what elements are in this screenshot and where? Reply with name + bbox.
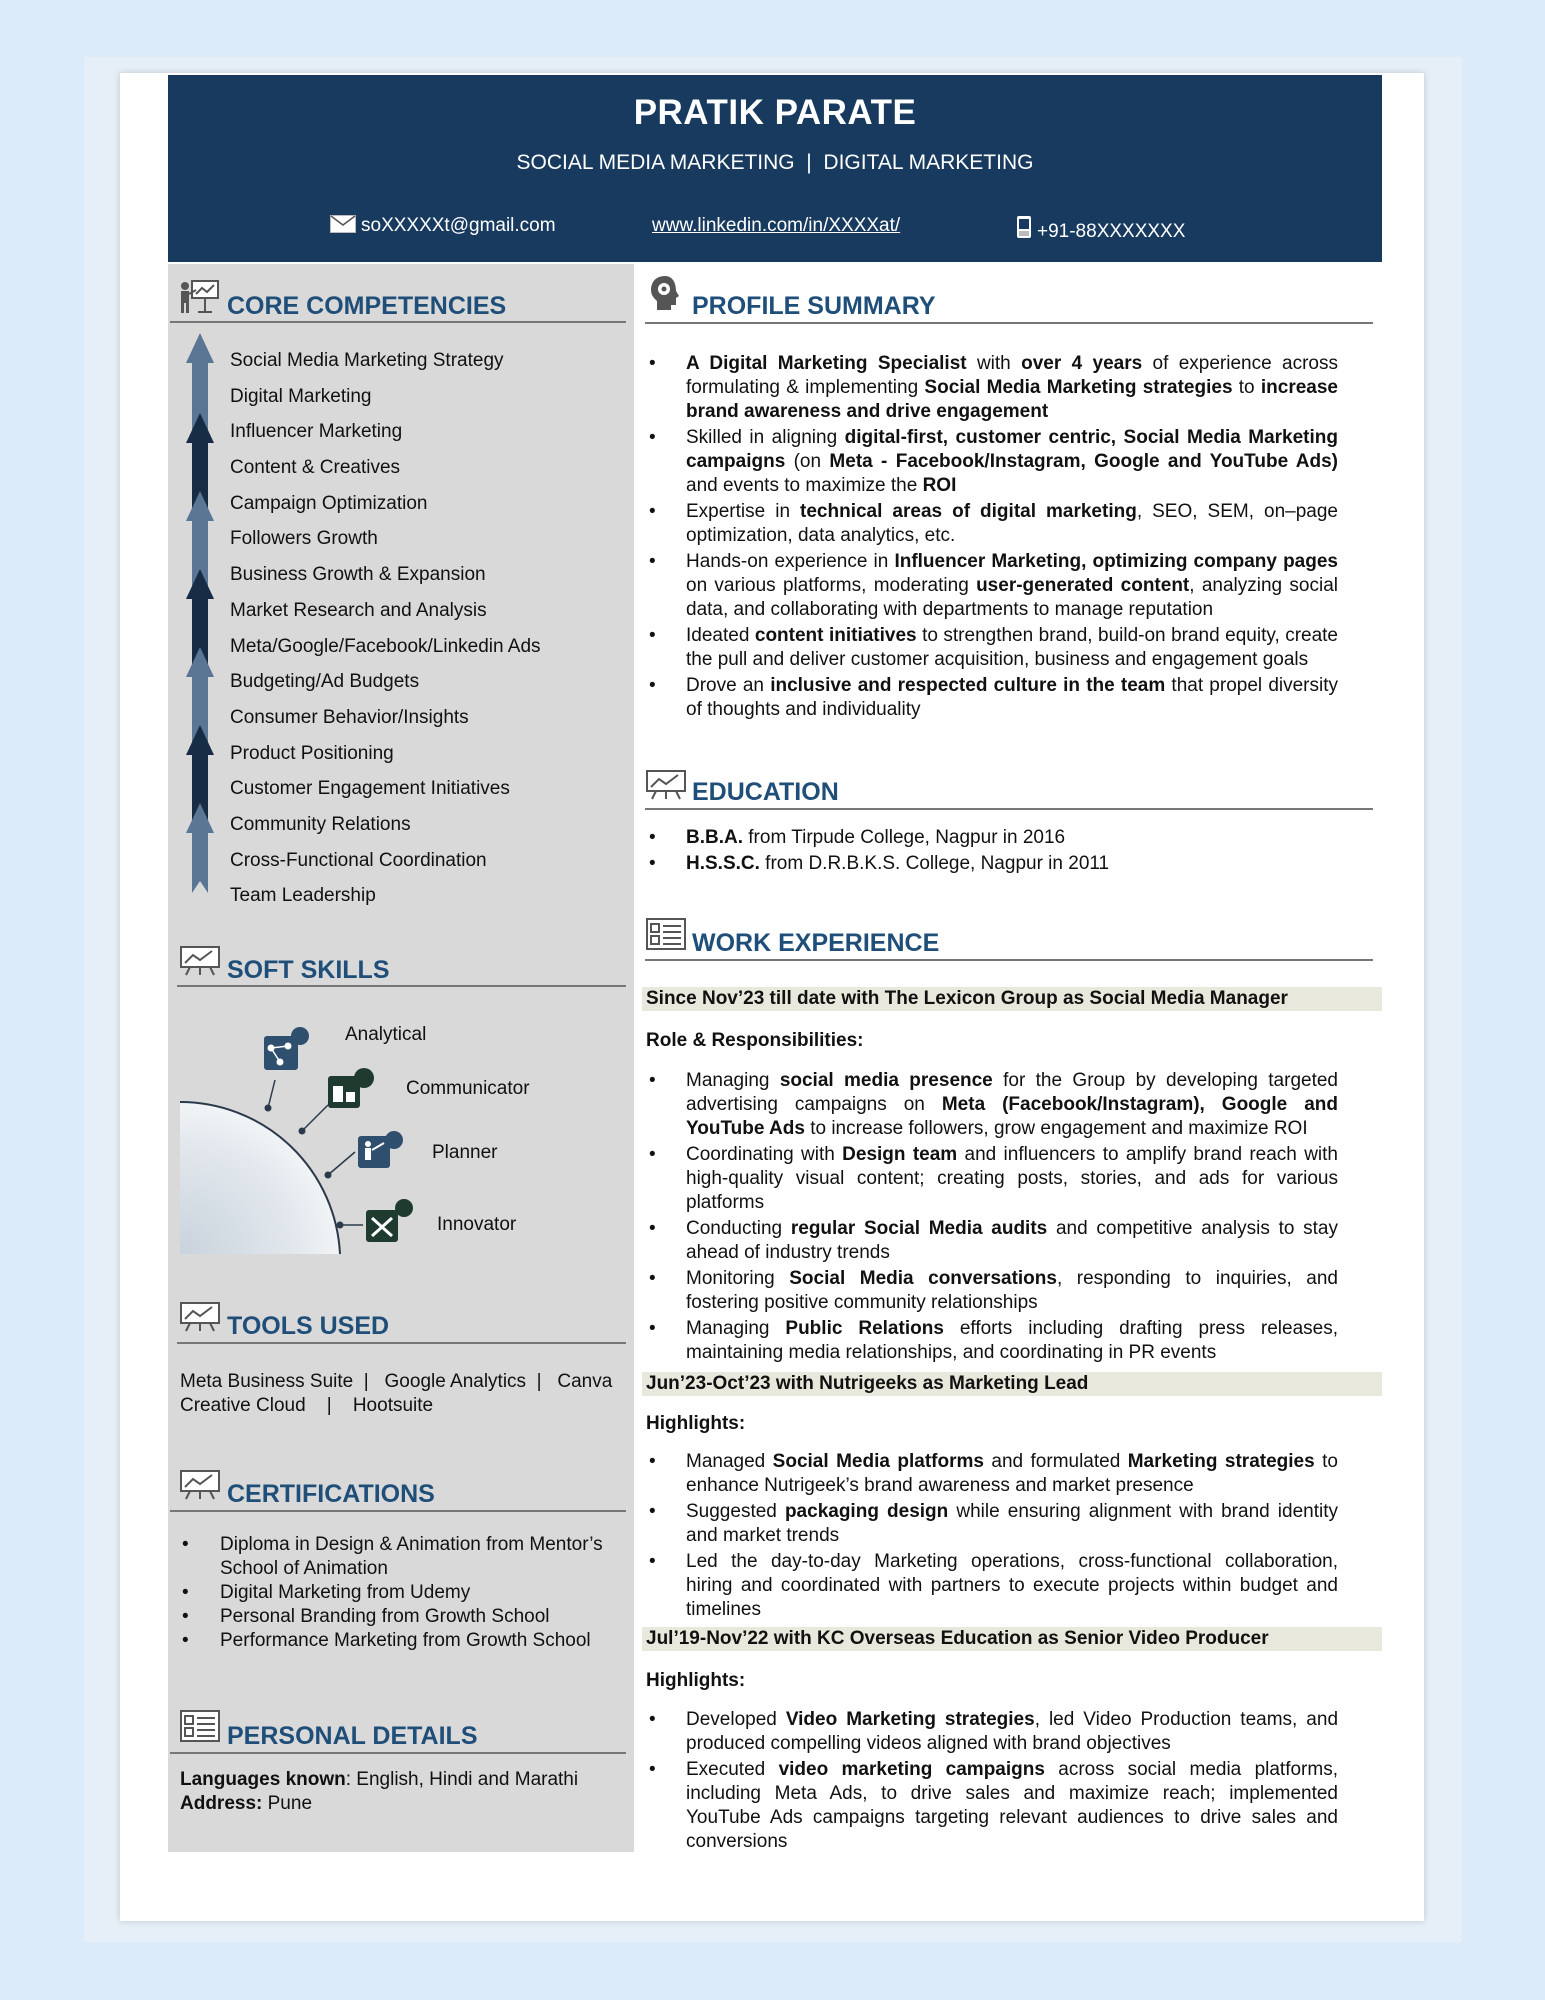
bold-text: video marketing campaigns	[778, 1759, 1045, 1780]
job-bullet	[646, 1708, 1338, 1756]
certifications-list	[180, 1533, 630, 1653]
linkedin-link[interactable]: www.linkedin.com/in/XXXXat/	[652, 215, 901, 236]
text: across social media platforms, including Meta Ads, to drive sales and maximize reach; implemented YouTube Ads campaigns targeting relevant audiences to drive sales and conversions	[686, 1759, 1338, 1852]
profile-summary-list	[646, 352, 1338, 724]
email-contact[interactable]	[330, 215, 556, 237]
tools-heading: TOOLS USED	[227, 1312, 390, 1340]
languages-value: : English, Hindi and Marathi	[345, 1769, 579, 1790]
text: for the Group by developing targeted advertising campaigns on	[686, 1070, 1338, 1115]
phone-icon	[1016, 215, 1032, 239]
job-bullet	[646, 1450, 1338, 1498]
text: Managing	[686, 1070, 780, 1091]
section-divider	[645, 808, 1373, 810]
job-bullets	[646, 1708, 1338, 1856]
job-bullet	[646, 1217, 1338, 1265]
chart-board-icon	[180, 1470, 220, 1500]
bold-text: Video Marketing strategies	[785, 1709, 1035, 1730]
email-text: soXXXXXt@gmail.com	[361, 215, 556, 236]
profile-bullet	[646, 352, 1338, 424]
bold-text: social media presence	[779, 1070, 993, 1091]
text: to strengthen brand, build-on brand equity, create the pull and deliver customer acquisition, business and engagement goals	[686, 625, 1339, 670]
bold-text: inclusive and respected culture in the team	[770, 675, 1166, 696]
section-divider	[170, 1510, 626, 1512]
bold-text: B.B.A.	[686, 827, 743, 848]
text: of experience across formulating & implementing	[686, 353, 1338, 398]
certification-item: • Diploma in Design & Animation from Mentor’s School of Animation	[180, 1533, 630, 1581]
certification-item: • Digital Marketing from Udemy	[180, 1581, 630, 1605]
bold-text: A Digital Marketing Specialist	[686, 353, 967, 374]
competency-item: Influencer Marketing	[230, 421, 403, 443]
education-heading: EDUCATION	[692, 778, 839, 806]
address-value: Pune	[262, 1793, 313, 1814]
work-experience-heading: WORK EXPERIENCE	[692, 929, 940, 957]
chart-board-icon	[646, 770, 686, 800]
section-divider	[177, 1342, 626, 1344]
text: Hands-on experience in	[686, 551, 895, 572]
growth-arrows-graphic	[184, 333, 216, 905]
personal-details-heading: PERSONAL DETAILS	[227, 1722, 478, 1750]
text: that propel diversity of thoughts and individuality	[686, 675, 1338, 720]
personal-details	[180, 1768, 630, 1816]
text: from D.R.B.K.S. College, Nagpur in 2011	[759, 853, 1110, 874]
certification-item: • Personal Branding from Growth School	[180, 1605, 630, 1629]
text: and competitive analysis to stay ahead of industry trends	[686, 1218, 1338, 1263]
text: Managed	[686, 1451, 773, 1472]
bold-text: Influencer Marketing, optimizing company pages	[894, 551, 1338, 572]
profile-bullet	[646, 674, 1338, 722]
profile-bullet	[646, 550, 1338, 622]
text: from Tirpude College, Nagpur in 2016	[743, 827, 1066, 848]
bold-text: user-generated content	[976, 575, 1190, 596]
presenter-icon	[178, 278, 220, 314]
communicator-icon	[328, 1068, 374, 1108]
certifications-heading: CERTIFICATIONS	[227, 1480, 435, 1508]
bold-text: Meta - Facebook/Instagram, Google and YouTube Ads)	[829, 451, 1338, 472]
job-bullet	[646, 1267, 1338, 1315]
soft-skill-label: Analytical	[345, 1024, 427, 1045]
text: and formulated	[983, 1451, 1128, 1472]
text: to	[1232, 377, 1261, 398]
competency-item: Community Relations	[230, 813, 411, 835]
education-list	[646, 826, 1338, 878]
job-subheading: Highlights:	[646, 1413, 746, 1434]
competency-item: Content & Creatives	[230, 457, 401, 479]
text: Managing	[686, 1318, 786, 1339]
text: , responding to inquiries, and fostering positive community relationships	[686, 1268, 1338, 1313]
bold-text: increase brand awareness and drive engagement	[686, 377, 1338, 422]
text: , analyzing social data, and collaborating with departments to manage reputation	[686, 575, 1339, 620]
innovator-icon	[366, 1199, 413, 1242]
planner-icon	[358, 1131, 403, 1168]
job-bullets	[646, 1450, 1338, 1624]
profile-summary-heading: PROFILE SUMMARY	[692, 292, 936, 320]
bold-text: technical areas of digital marketing	[800, 501, 1137, 522]
text: Conducting	[686, 1218, 791, 1239]
tools-list	[180, 1370, 625, 1418]
education-item	[646, 826, 1338, 850]
job-subheading: Role & Responsibilities:	[646, 1030, 864, 1051]
competency-item: Business Growth & Expansion	[230, 564, 486, 586]
tools-line: Meta Business Suite | Google Analytics | Canva	[180, 1371, 613, 1392]
competency-item: Customer Engagement Initiatives	[230, 778, 510, 800]
job-bullet	[646, 1500, 1338, 1548]
text: Executed	[686, 1759, 779, 1780]
head-gear-icon	[649, 274, 681, 314]
job-bullet	[646, 1317, 1338, 1365]
certification-item: • Performance Marketing from Growth School	[180, 1629, 630, 1653]
soft-skills-heading: SOFT SKILLS	[227, 956, 390, 984]
envelope-icon	[330, 215, 356, 233]
text: Led the day-to-day Marketing operations, cross-functional collaboration, hiring and coordinated with partners to execute projects within budget and timelines	[686, 1551, 1338, 1620]
competency-item: Product Positioning	[230, 742, 394, 764]
job-bullet	[646, 1069, 1338, 1141]
soft-skill-label: Communicator	[406, 1078, 530, 1099]
job-bullets	[646, 1069, 1338, 1367]
section-divider	[170, 321, 626, 323]
section-divider	[177, 985, 626, 987]
text: and events to maximize the	[686, 475, 923, 496]
profile-bullet	[646, 426, 1338, 498]
job-bullet	[646, 1143, 1338, 1215]
job-title-bar: Since Nov’23 till date with The Lexicon Group as Social Media Manager	[642, 987, 1382, 1011]
section-divider	[645, 959, 1373, 961]
chart-board-icon	[180, 946, 220, 976]
bold-text: Social Media platforms	[772, 1451, 984, 1472]
text: Ideated	[686, 625, 755, 646]
text: Coordinating with	[686, 1144, 843, 1165]
text: Drove an	[686, 675, 771, 696]
phone-text: +91-88XXXXXXX	[1037, 221, 1186, 242]
text: Skilled in aligning	[686, 427, 845, 448]
soft-skill-label: Planner	[432, 1142, 498, 1163]
tools-line: Creative Cloud | Hootsuite	[180, 1395, 434, 1416]
competency-item: Social Media Marketing Strategy	[230, 350, 504, 371]
text: while ensuring alignment with brand identity and market trends	[686, 1501, 1338, 1546]
id-card-icon	[180, 1710, 220, 1742]
competency-item: Digital Marketing	[230, 385, 372, 407]
bold-text: Public Relations	[785, 1318, 944, 1339]
candidate-name: PRATIK PARATE	[633, 93, 917, 132]
bold-text: regular Social Media audits	[790, 1218, 1048, 1239]
text: to enhance Nutrigeek’s brand awareness and market presence	[686, 1451, 1338, 1496]
bold-text: Meta (Facebook/Instagram), Google and YouTube Ads	[686, 1094, 1338, 1139]
bold-text: digital-first, customer centric, Social Media Marketing campaigns	[686, 427, 1338, 472]
resume-header	[168, 75, 1382, 262]
competency-item: Campaign Optimization	[230, 492, 428, 514]
bold-text: Social Media Marketing strategies	[924, 377, 1233, 398]
text: and influencers to amplify brand reach with high-quality visual content; creating posts, stories, and ads for various platforms	[686, 1144, 1338, 1213]
chart-board-icon	[180, 1302, 220, 1332]
section-divider	[645, 322, 1373, 324]
education-item	[646, 852, 1338, 876]
core-competencies-heading: CORE COMPETENCIES	[227, 292, 507, 320]
bold-text: H.S.S.C.	[686, 853, 760, 874]
competency-item: Budgeting/Ad Budgets	[230, 671, 420, 693]
phone-contact	[1016, 215, 1185, 243]
text: on various platforms, moderating	[686, 575, 977, 596]
text: to increase followers, grow engagement and maximize ROI	[804, 1118, 1308, 1139]
competency-item: Market Research and Analysis	[230, 599, 487, 621]
section-divider	[170, 1752, 626, 1754]
bold-text: Social Media conversations	[789, 1268, 1057, 1289]
bold-text: content initiatives	[754, 625, 917, 646]
text: Developed	[686, 1709, 786, 1730]
address-label: Address:	[180, 1793, 263, 1814]
text: efforts including drafting press releases, maintaining media relationships, and coordinating in PR events	[686, 1318, 1339, 1363]
soft-skill-label: Innovator	[437, 1214, 517, 1235]
competencies-list	[230, 343, 541, 914]
competency-item: Consumer Behavior/Insights	[230, 706, 469, 728]
job-bullet	[646, 1550, 1338, 1622]
competency-item: Meta/Google/Facebook/Linkedin Ads	[230, 635, 541, 657]
bold-text: Marketing strategies	[1127, 1451, 1315, 1472]
profile-bullet	[646, 624, 1338, 672]
bold-text: packaging design	[784, 1501, 949, 1522]
job-subheading: Highlights:	[646, 1670, 746, 1691]
languages-label: Languages known	[180, 1769, 346, 1790]
text: with	[966, 353, 1022, 374]
text: , led Video Production teams, and produced compelling videos aligned with brand objectives	[686, 1709, 1339, 1754]
text: , SEO, SEM, on–page optimization, data analytics, etc.	[686, 501, 1338, 546]
bold-text: Design team	[842, 1144, 958, 1165]
competency-item: Followers Growth	[230, 528, 378, 550]
text: Suggested	[686, 1501, 785, 1522]
profile-bullet	[646, 500, 1338, 548]
id-card-icon	[646, 918, 686, 950]
job-title-bar: Jul’19-Nov’22 with KC Overseas Education as Senior Video Producer	[642, 1627, 1382, 1651]
text: Monitoring	[686, 1268, 790, 1289]
candidate-subtitle: SOCIAL MEDIA MARKETING | DIGITAL MARKETING	[516, 151, 1034, 174]
bold-text: ROI	[922, 475, 957, 496]
text: Expertise in	[686, 501, 801, 522]
text: (on	[785, 451, 830, 472]
competency-item: Team Leadership	[230, 885, 376, 907]
analytical-icon	[264, 1027, 309, 1070]
bold-text: over 4 years	[1021, 353, 1143, 374]
job-bullet	[646, 1758, 1338, 1854]
job-title-bar: Jun’23-Oct’23 with Nutrigeeks as Marketing Lead	[642, 1372, 1382, 1396]
competency-item: Cross-Functional Coordination	[230, 849, 487, 871]
